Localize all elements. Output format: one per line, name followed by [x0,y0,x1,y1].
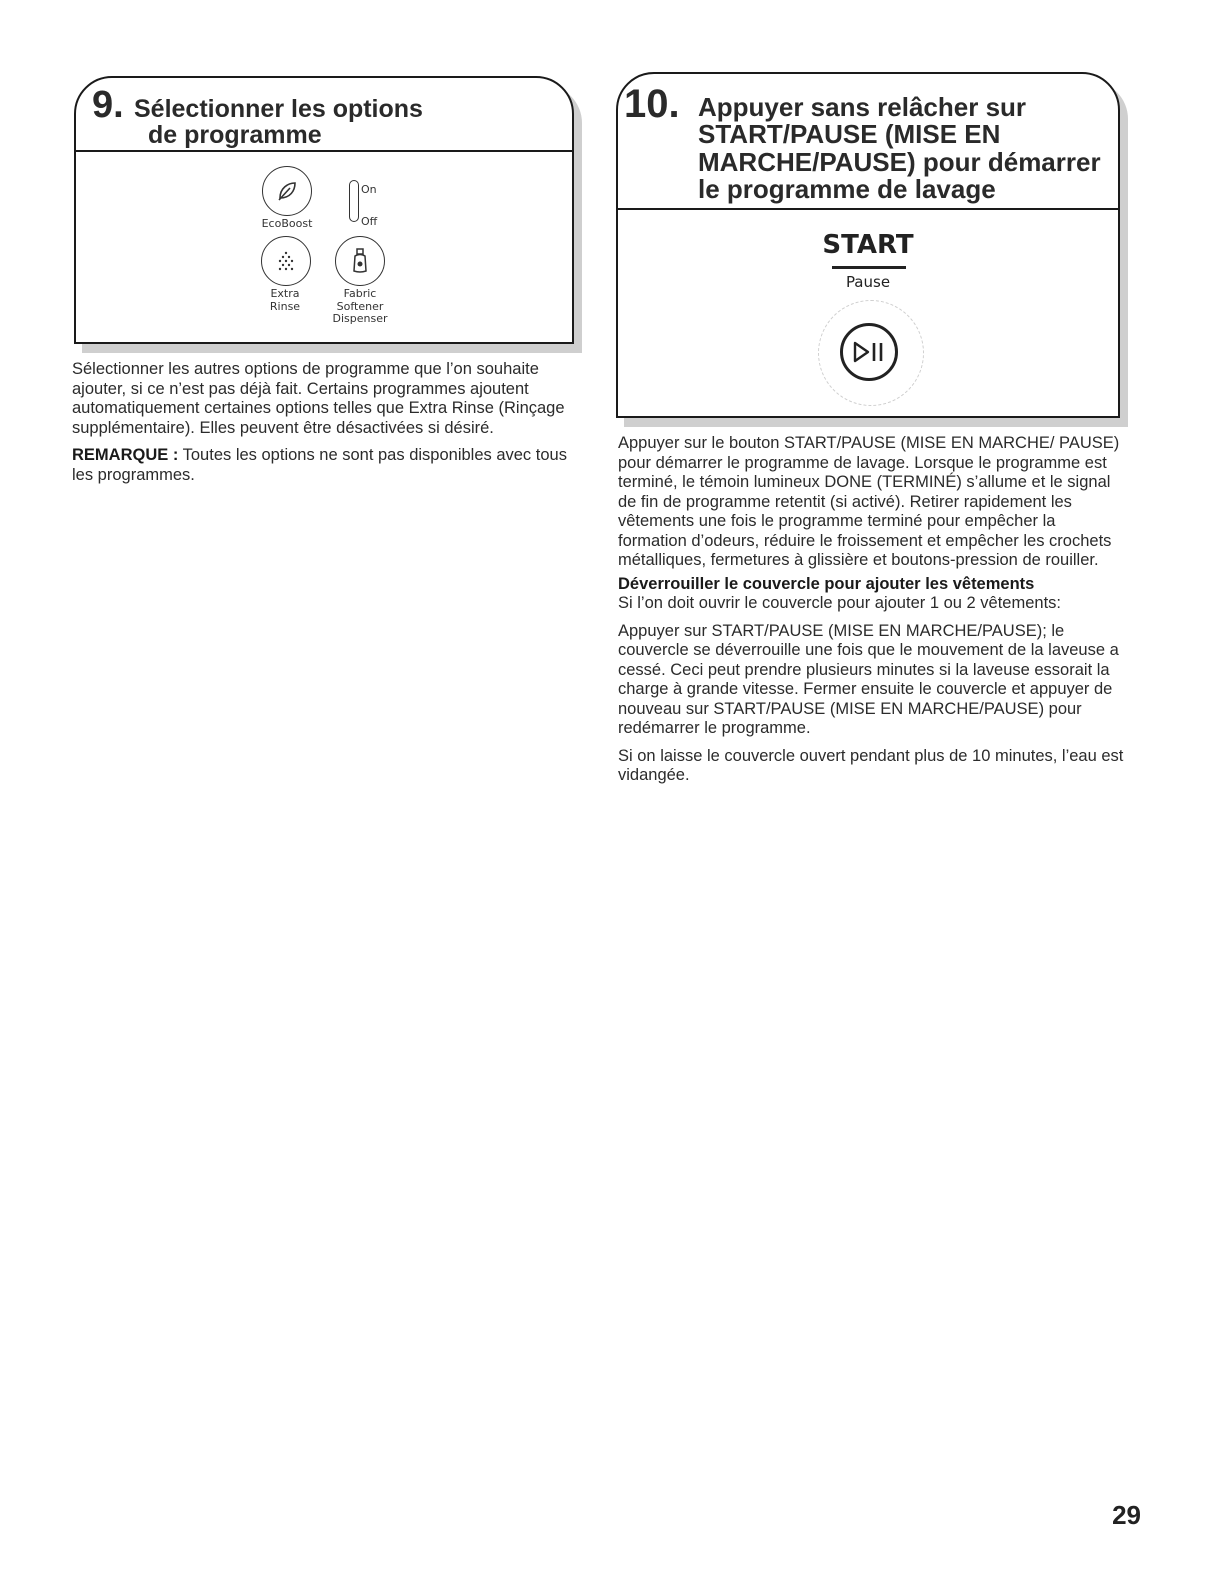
toggle-off-label: Off [361,215,378,228]
play-pause-icon [852,340,886,364]
step-10-paragraph-4: Si on laisse le couvercle ouvert pendant plus de 10 minutes, l’eau est vidangée. [618,746,1124,784]
step-9-title-line-2: de programme [148,121,322,150]
start-underline [832,266,906,269]
fabric-softener-label [312,288,408,326]
step-9-text [72,360,587,493]
step-9-header [76,78,572,152]
fabric-label-line-2: Softener [336,299,384,313]
ecoboost-button[interactable] [262,166,312,216]
pause-label: Pause [845,273,891,291]
note-text: Toutes les options ne sont pas disponibles avec tous les programmes. [72,446,567,484]
fabric-label-line-1: Fabric [343,287,377,300]
start-pause-button[interactable] [840,323,898,381]
toggle-on-label: On [361,183,377,196]
start-label: START [822,230,914,260]
step-9-note [72,446,587,485]
step-9-paragraph: Sélectionner les autres options de programme que l’on souhaite ajouter, si ce n’est pas déjà fait. Certains programmes ajoutent automatiquement certaines options telles que Extra Rinse (Rinçage supplémentaire). Elles peuvent être désactivées si désiré. [72,360,565,437]
step-10-box [616,72,1120,418]
step-9-box [74,76,574,344]
step-10-number: 10. [624,82,680,126]
unlock-lid-heading-text: Déverrouiller le couvercle pour ajouter les vêtements [618,574,1035,593]
step-10-paragraph-2: Si l’on doit ouvrir le couvercle pour ajouter 1 ou 2 vêtements: [618,594,1061,612]
fabric-softener-button[interactable] [335,236,385,286]
ecoboost-toggle[interactable] [349,180,359,222]
fabric-label-line-3: Dispenser [332,312,388,326]
extra-rinse-button[interactable] [261,236,311,286]
unlock-lid-heading [618,575,1128,595]
step-10-text [618,434,1128,794]
step-9-number: 9. [92,84,124,126]
extra-rinse-label-line-2: Rinse [269,299,301,313]
step-10-header [618,74,1118,210]
step-9-title [134,96,534,149]
note-label: REMARQUE : [72,446,179,464]
step-10-paragraph-1: Appuyer sur le bouton START/PAUSE (MISE EN MARCHE/ PAUSE) pour démarrer le programme de lavage. Lorsque le programme est terminé, le témoin lumineux DONE (TERMINÉ) s’allume et le signal de fin de programme retentit (si activé). Retirer rapidement les vêtements une fois le programme terminé pour empêcher la formation d’odeurs, réduire le froissement et empêcher les crochets métalliques, fermetures à glissière et boutons-pression de rouiller. [618,434,1120,569]
bottle-icon [347,247,373,275]
extra-rinse-label-line-1: Extra [270,287,300,300]
step-10-title: Appuyer sans relâcher sur START/PAUSE (MISE EN MARCHE/PAUSE) pour démarrer le programme de lavage [698,92,1101,204]
page-number: 29 [1112,1500,1141,1530]
step-10-paragraph-3: Appuyer sur START/PAUSE (MISE EN MARCHE/PAUSE); le couvercle se déverrouille une fois que le mouvement de la laveuse a cessé. Ceci peut prendre plusieurs minutes si la laveuse essorait la charge à grande vitesse. Fermer ensuite le couvercle et appuyer de nouveau sur START/PAUSE (MISE EN MARCHE/PAUSE) pour redémarrer le programme. [618,621,1119,737]
leaf-icon [274,178,300,204]
water-drops-icon [273,248,299,274]
ecoboost-label: EcoBoost [261,217,313,230]
step-9-title-line-1: Sélectionner les options [134,95,423,123]
